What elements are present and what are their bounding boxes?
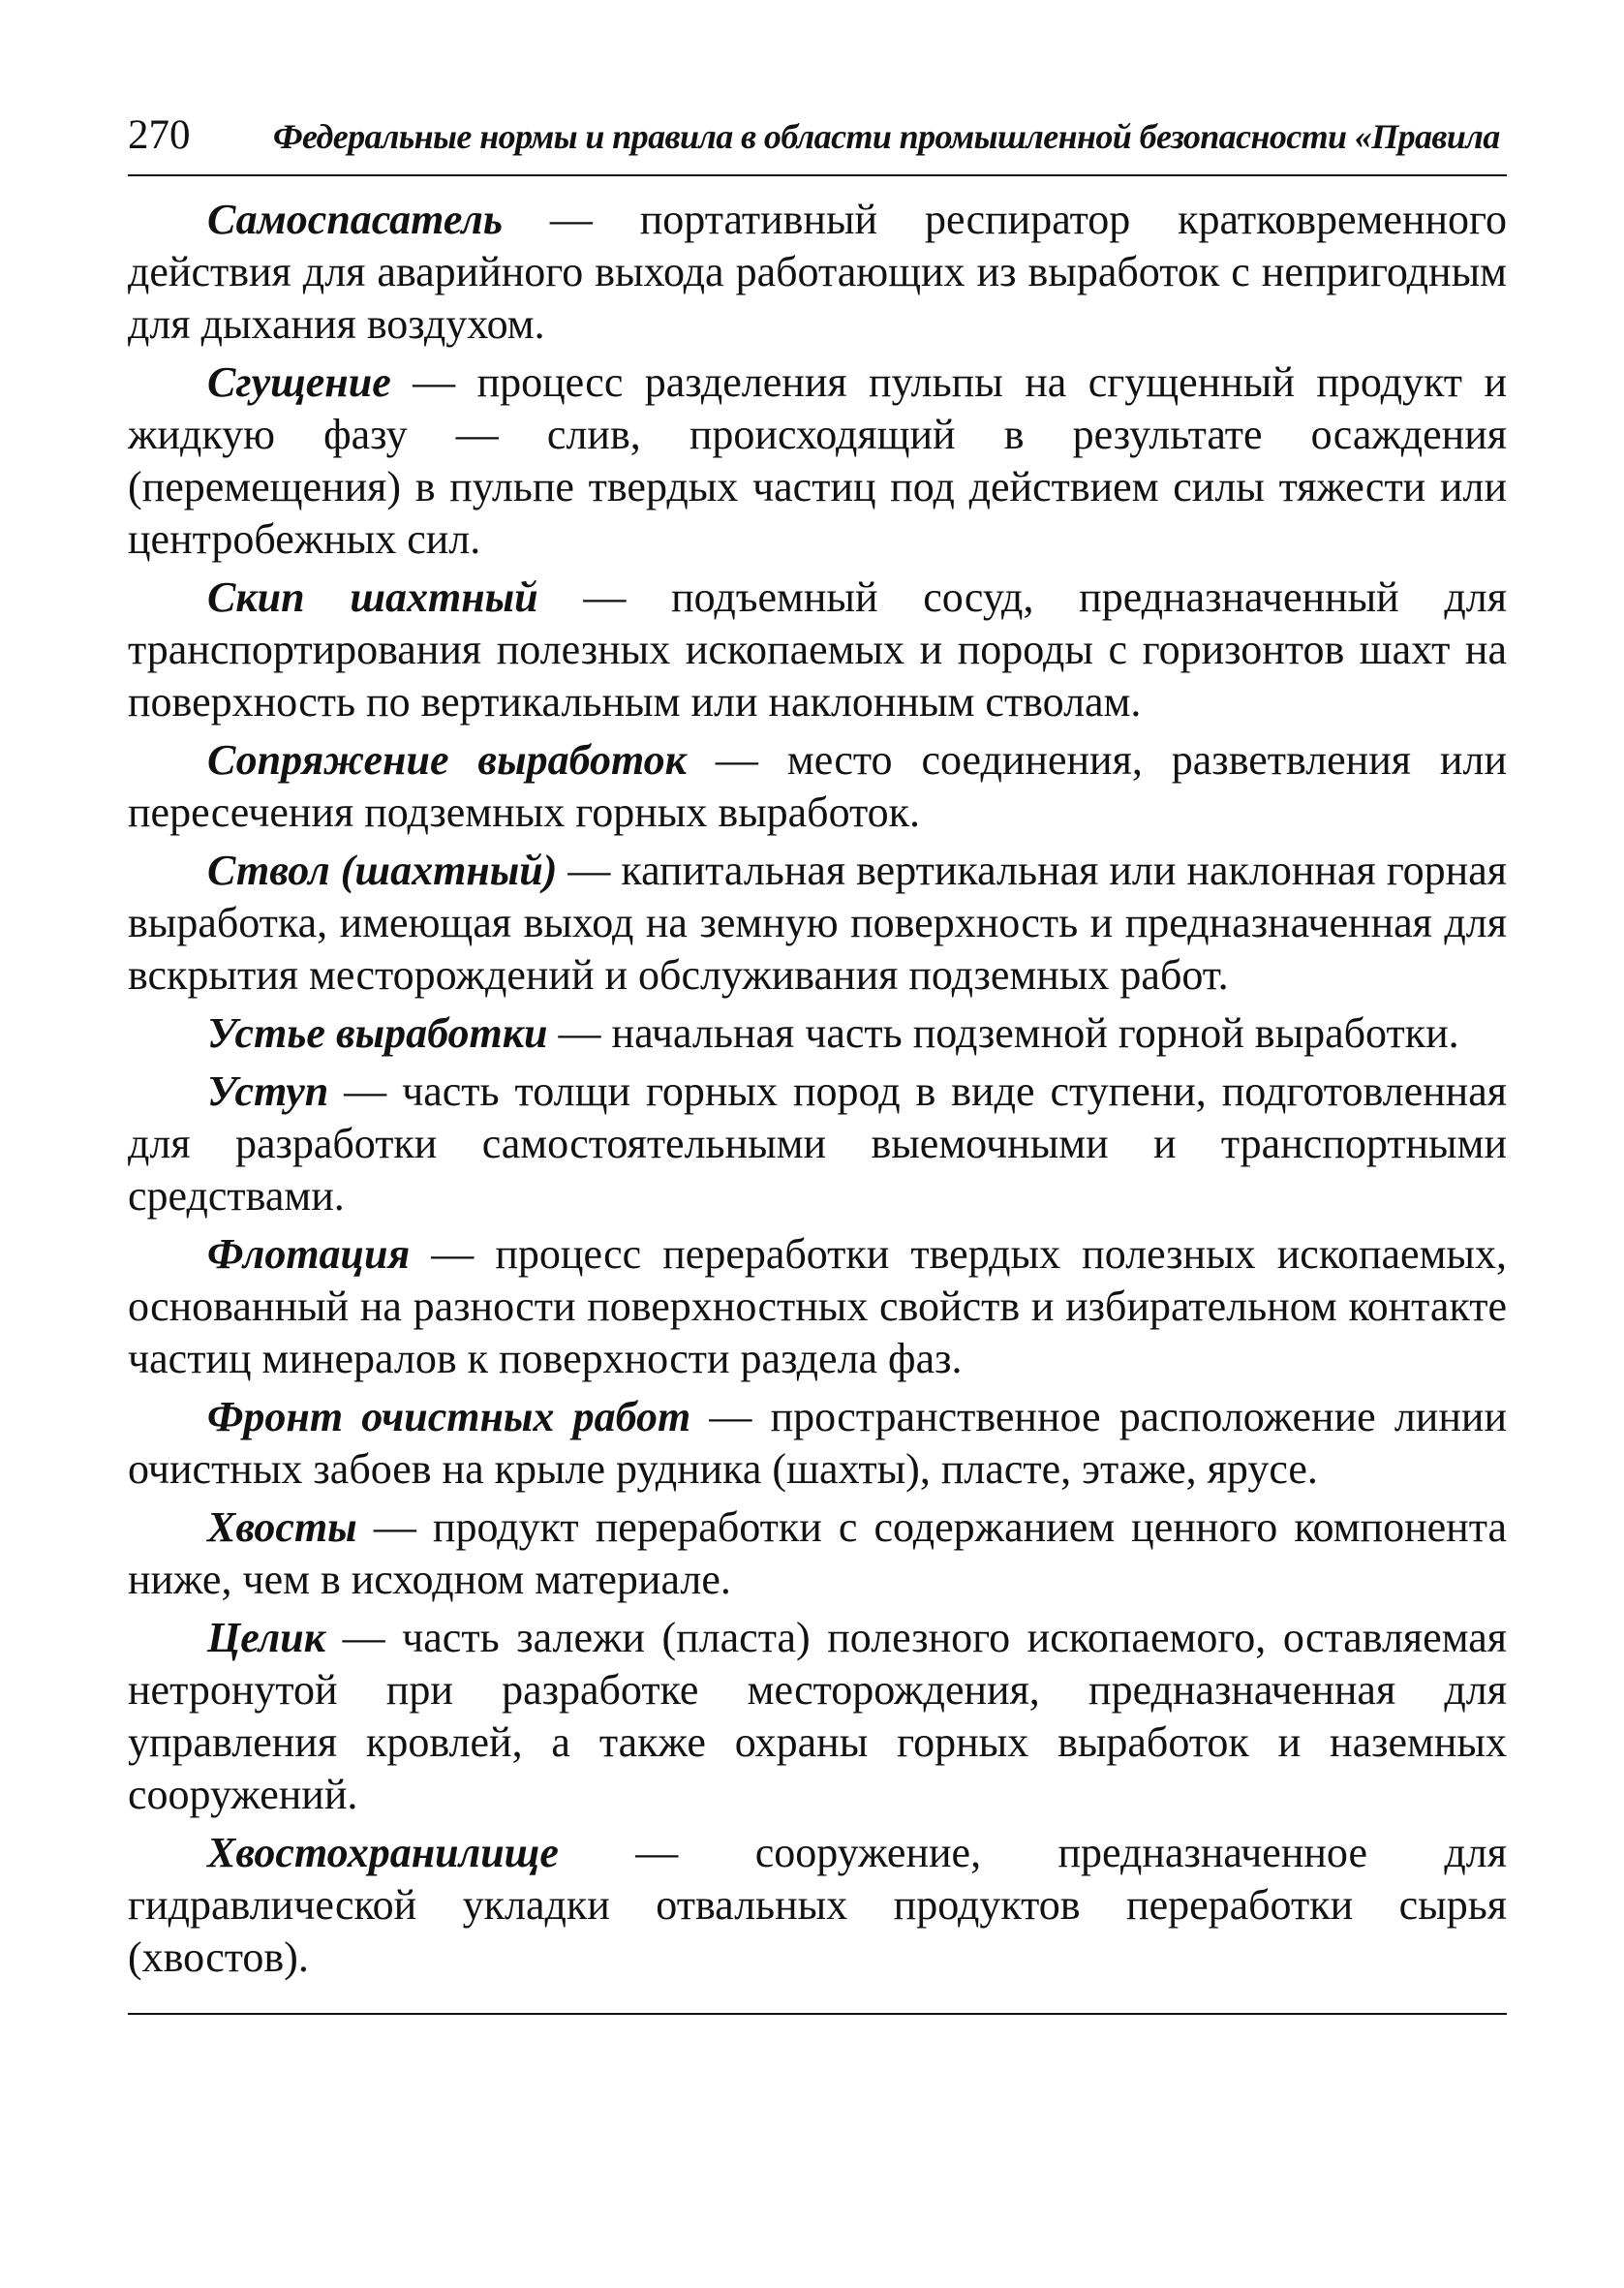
glossary-term: Фронт очистных работ: [207, 1393, 691, 1440]
glossary-definition: — начальная часть подземной горной выработки.: [547, 1009, 1459, 1057]
glossary-definition: — портативный респиратор кратковременного действия для аварийного выхода работающих из выработок с непригодным для дыхания воздухом.: [128, 196, 1507, 348]
glossary-definition: — процесс переработки твердых полезных ископаемых, основанный на разности поверхностных свойств и избирательном контакте частиц минералов к поверхности раздела фаз.: [128, 1230, 1507, 1382]
footnote-divider: [128, 2013, 1507, 2015]
glossary-term: Флотация: [207, 1230, 411, 1278]
glossary-entry: [128, 734, 1507, 839]
running-header: [128, 114, 1507, 176]
glossary-entry: [128, 1391, 1507, 1496]
glossary-entry: [128, 572, 1507, 728]
glossary-definition: — подъемный сосуд, предназначенный для транспортирования полезных ископаемых и породы с горизонтов шахт на поверхность по вертикальным или наклонным стволам.: [128, 573, 1507, 726]
glossary-definition: — часть толщи горных пород в виде ступени, подготовленная для разработки самостоятельными выемочными и транспортными средствами.: [128, 1067, 1507, 1220]
glossary-entry: [128, 1827, 1507, 1984]
glossary-term: Устье выработки: [207, 1009, 548, 1057]
glossary-entry: [128, 1066, 1507, 1222]
glossary-term: Ствол (шахтный): [207, 847, 558, 894]
glossary-term: Хвостохранилище: [207, 1829, 559, 1876]
running-title: Федеральные нормы и правила в области промышленной безопасности «Правила: [273, 117, 1500, 156]
glossary-definition: — продукт переработки с содержанием ценного компонента ниже, чем в исходном материале.: [128, 1503, 1507, 1603]
glossary-term: Целик: [207, 1614, 326, 1661]
glossary-entry: [128, 1007, 1507, 1060]
glossary-entry: [128, 845, 1507, 1002]
glossary-term: Самоспасатель: [207, 196, 503, 243]
glossary-term: Уступ: [207, 1067, 329, 1115]
glossary-definition: — место соединения, разветвления или пересечения подземных горных выработок.: [128, 736, 1507, 836]
glossary-term: Сопряжение выработок: [207, 736, 687, 784]
glossary-entry: [128, 356, 1507, 566]
glossary-entry: [128, 1612, 1507, 1821]
page-number: 270: [128, 112, 191, 158]
glossary-definition: — пространственное расположение линии очистных забоев на крыле рудника (шахты), пласте, этаже, ярусе.: [128, 1393, 1507, 1493]
glossary-term: Скип шахтный: [207, 573, 538, 621]
glossary-entry: [128, 1501, 1507, 1606]
glossary-definition: — часть залежи (пласта) полезного ископаемого, оставляемая нетронутой при разработке месторождения, предназначенная для управления кровлей, а также охраны горных выработок и наземных сооружений.: [128, 1614, 1507, 1818]
glossary-definition: — процесс разделения пульпы на сгущенный продукт и жидкую фазу — слив, происходящий в результате осаждения (перемещения) в пульпе твердых частиц под действием силы тяжести или центробежных сил.: [128, 358, 1507, 563]
glossary-list: [128, 194, 1507, 1984]
glossary-entry: [128, 1228, 1507, 1385]
glossary-term: Сгущение: [207, 358, 391, 406]
document-page: [128, 114, 1507, 2015]
glossary-definition: — сооружение, предназначенное для гидравлической укладки отвальных продуктов переработки сырья (хвостов).: [128, 1829, 1507, 1981]
glossary-term: Хвосты: [207, 1503, 357, 1551]
glossary-entry: [128, 194, 1507, 351]
glossary-definition: — капитальная вертикальная или наклонная горная выработка, имеющая выход на земную поверхность и предназначенная для вскрытия месторождений и обслуживания подземных работ.: [128, 847, 1507, 999]
